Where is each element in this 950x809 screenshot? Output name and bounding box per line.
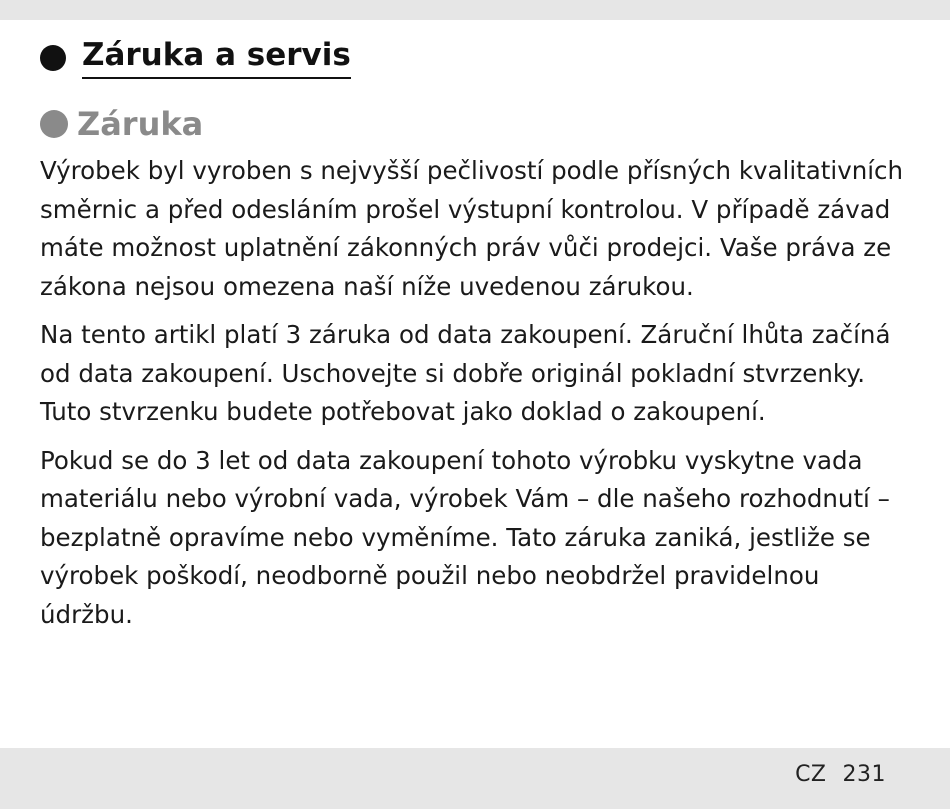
body-text <box>40 152 920 644</box>
bullet-icon <box>40 45 66 71</box>
bullet-icon <box>40 110 68 138</box>
footer-bar <box>0 748 950 809</box>
page-footer <box>795 762 886 787</box>
subsection-heading-text: Záruka <box>77 105 204 143</box>
subsection-heading <box>40 104 203 144</box>
paragraph: Na tento artikl platí 3 záruka od data zakoupení. Záruční lhůta začíná od data zakoupení. Uschovejte si dobře originál pokladní stvrzenky. Tuto stvrzenku budete potřebovat jako doklad o zakoupení. <box>40 320 891 426</box>
paragraph: Výrobek byl vyroben s nejvyšší pečlivostí podle přísných kvalitativních směrnic a před odesláním prošel výstupní kontrolou. V případě závad máte možnost uplatnění zákonných práv vůči prodejci. Vaše práva ze zákona nejsou omezena naší níže uvedenou zárukou. <box>40 156 904 301</box>
section-heading <box>40 36 351 79</box>
top-bar <box>0 0 950 20</box>
page-number: 231 <box>842 762 886 787</box>
section-heading-text: Záruka a servis <box>82 36 351 79</box>
paragraph: Pokud se do 3 let od data zakoupení tohoto výrobku vyskytne vada materiálu nebo výrobní vada, výrobek Vám – dle našeho rozhodnutí – bezplatně opravíme nebo vyměníme. Tato záruka zaniká, jestliže se výrobek poškodí, neodborně použil nebo neobdržel pravidelnou údržbu. <box>40 445 890 629</box>
language-code: CZ <box>795 762 827 787</box>
